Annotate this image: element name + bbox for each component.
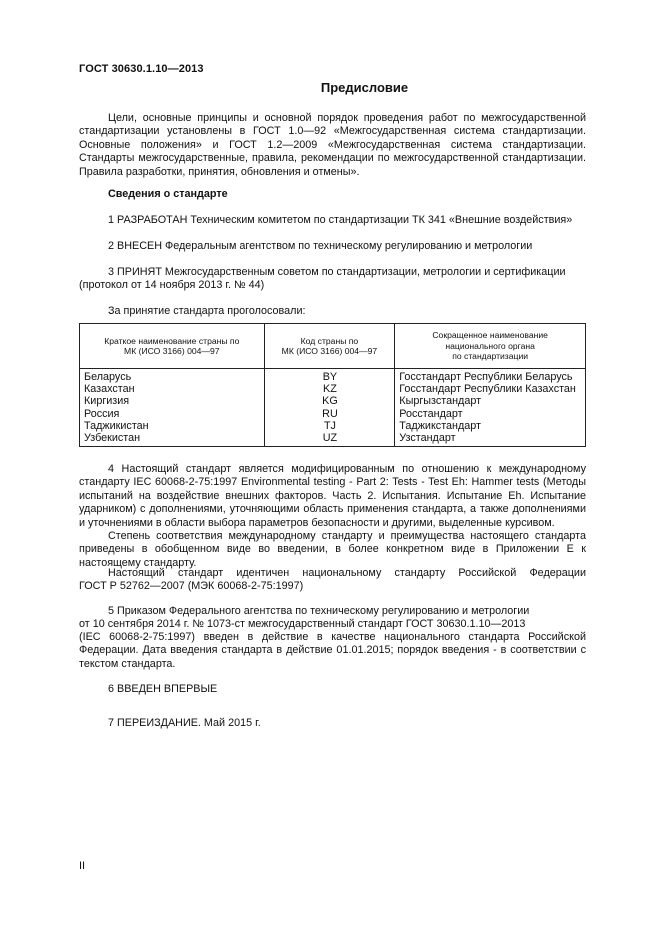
table-cell-country: Россия: [84, 407, 120, 420]
page-title: [0, 80, 661, 95]
table-cell-code: KZ: [323, 383, 337, 396]
item-3-line-2: (протокол от 14 ноября 2013 г. № 44): [79, 279, 265, 291]
item-5-line-2: от 10 сентября 2014 г. № 1073-ст межгосударственный стандарт ГОСТ 30630.1.10—2013: [79, 618, 526, 630]
item-4: 4 Настоящий стандарт является модифицированным по отношению к международному стандарту IEC 60068-2-75:1997 Environmental testing - Part 2: Tests - Test Eh: Hammer tests (Методы испытаний на воздействие внешних факторов. Часть 2. Испытания. Испытание Eh. Испытание ударником) с дополнениями, уточняющими область применения стандарта, а также дополнениями и уточнениями в области выбора параметров безопасности и другими, выделенные курсивом.: [79, 463, 586, 529]
country-names-cell: [80, 369, 265, 447]
table-cell-country: Киргизия: [84, 395, 130, 408]
vote-intro: За принятие стандарта проголосовали:: [108, 305, 306, 317]
table-cell-body: Кыргызстандарт: [399, 395, 482, 408]
table-cell-country: Узбекистан: [84, 432, 141, 445]
item-7: 7 ПЕРЕИЗДАНИЕ. Май 2015 г.: [108, 717, 261, 729]
table-cell-body: Узстандарт: [399, 432, 456, 445]
item-6: 6 ВВЕДЕН ВПЕРВЫЕ: [108, 683, 218, 695]
table-cell-code: KG: [322, 395, 338, 408]
table-cell-body: Таджикстандарт: [399, 419, 482, 432]
header-country-code: Код страны по МК (ИСО 3166) 004—97: [264, 324, 395, 369]
country-codes-cell: [264, 369, 395, 447]
item-5-line-1: 5 Приказом Федерального агентства по техническому регулированию и метрологии: [108, 605, 530, 617]
table-cell-code: RU: [322, 407, 338, 420]
header-national-body: Сокращенное наименование национального органа по стандартизации: [395, 324, 586, 369]
item-4-paragraph-2: Степень соответствия международному стандарту и преимущества настоящего стандарта приведены в обобщенном виде во введении, в более конкретном виде в Приложении Е к настоящему стандарту.: [79, 530, 586, 569]
header-country-name: Краткое наименование страны по МК (ИСО 3166) 004—97: [80, 324, 265, 369]
table-cell-country: Таджикистан: [84, 419, 149, 432]
item-1: 1 РАЗРАБОТАН Техническим комитетом по стандартизации ТК 341 «Внешние воздействия»: [108, 214, 573, 226]
table-cell-body: Росстандарт: [399, 407, 463, 420]
page-number: II: [79, 860, 86, 872]
item-4-paragraph-3-line-2: ГОСТ Р 52762—2007 (МЭК 60068-2-75:1997): [79, 580, 304, 592]
table-cell-code: TJ: [323, 419, 336, 432]
info-heading: Сведения о стандарте: [108, 188, 228, 200]
table-body-row: [80, 369, 586, 447]
table-header-row: [80, 324, 586, 369]
document-code: ГОСТ 30630.1.10—2013: [79, 63, 204, 75]
table-cell-code: UZ: [322, 432, 338, 445]
item-5-rest: (IEC 60068-2-75:1997) введен в действие в качестве национального стандарта Российской Федерации. Дата введения стандарта в действие 01.01.2015; порядок введения - в соответствии с текстом стандарта.: [79, 631, 586, 670]
table-cell-code: BY: [322, 371, 338, 383]
voting-table: [79, 323, 586, 447]
table-cell-country: Беларусь: [84, 371, 132, 383]
item-4-paragraph-3-line-1: Настоящий стандарт идентичен национальному стандарту Российской Федерации: [108, 567, 586, 579]
item-3-line-1: 3 ПРИНЯТ Межгосударственным советом по стандартизации, метрологии и сертификации: [108, 266, 566, 278]
intro-paragraph: Цели, основные принципы и основной порядок проведения работ по межгосударственной стандартизации установлены в ГОСТ 1.0—92 «Межгосударственная система стандартизации. Основные положения» и ГОСТ 1.2—2009 «Межгосударственная система стандартизации. Стандарты межгосударственные, правила, рекомендации по межгосударственной стандартизации. Правила разработки, принятия, обновления и отмены».: [79, 112, 586, 178]
item-2: 2 ВНЕСЕН Федеральным агентством по техническому регулированию и метрологии: [108, 240, 533, 252]
national-bodies-cell: [395, 369, 586, 447]
table-cell-body: Госстандарт Республики Казахстан: [399, 383, 576, 396]
table-cell-country: Казахстан: [84, 383, 135, 396]
table-cell-body: Госстандарт Республики Беларусь: [399, 371, 573, 383]
title-text: Предисловие: [320, 80, 409, 95]
